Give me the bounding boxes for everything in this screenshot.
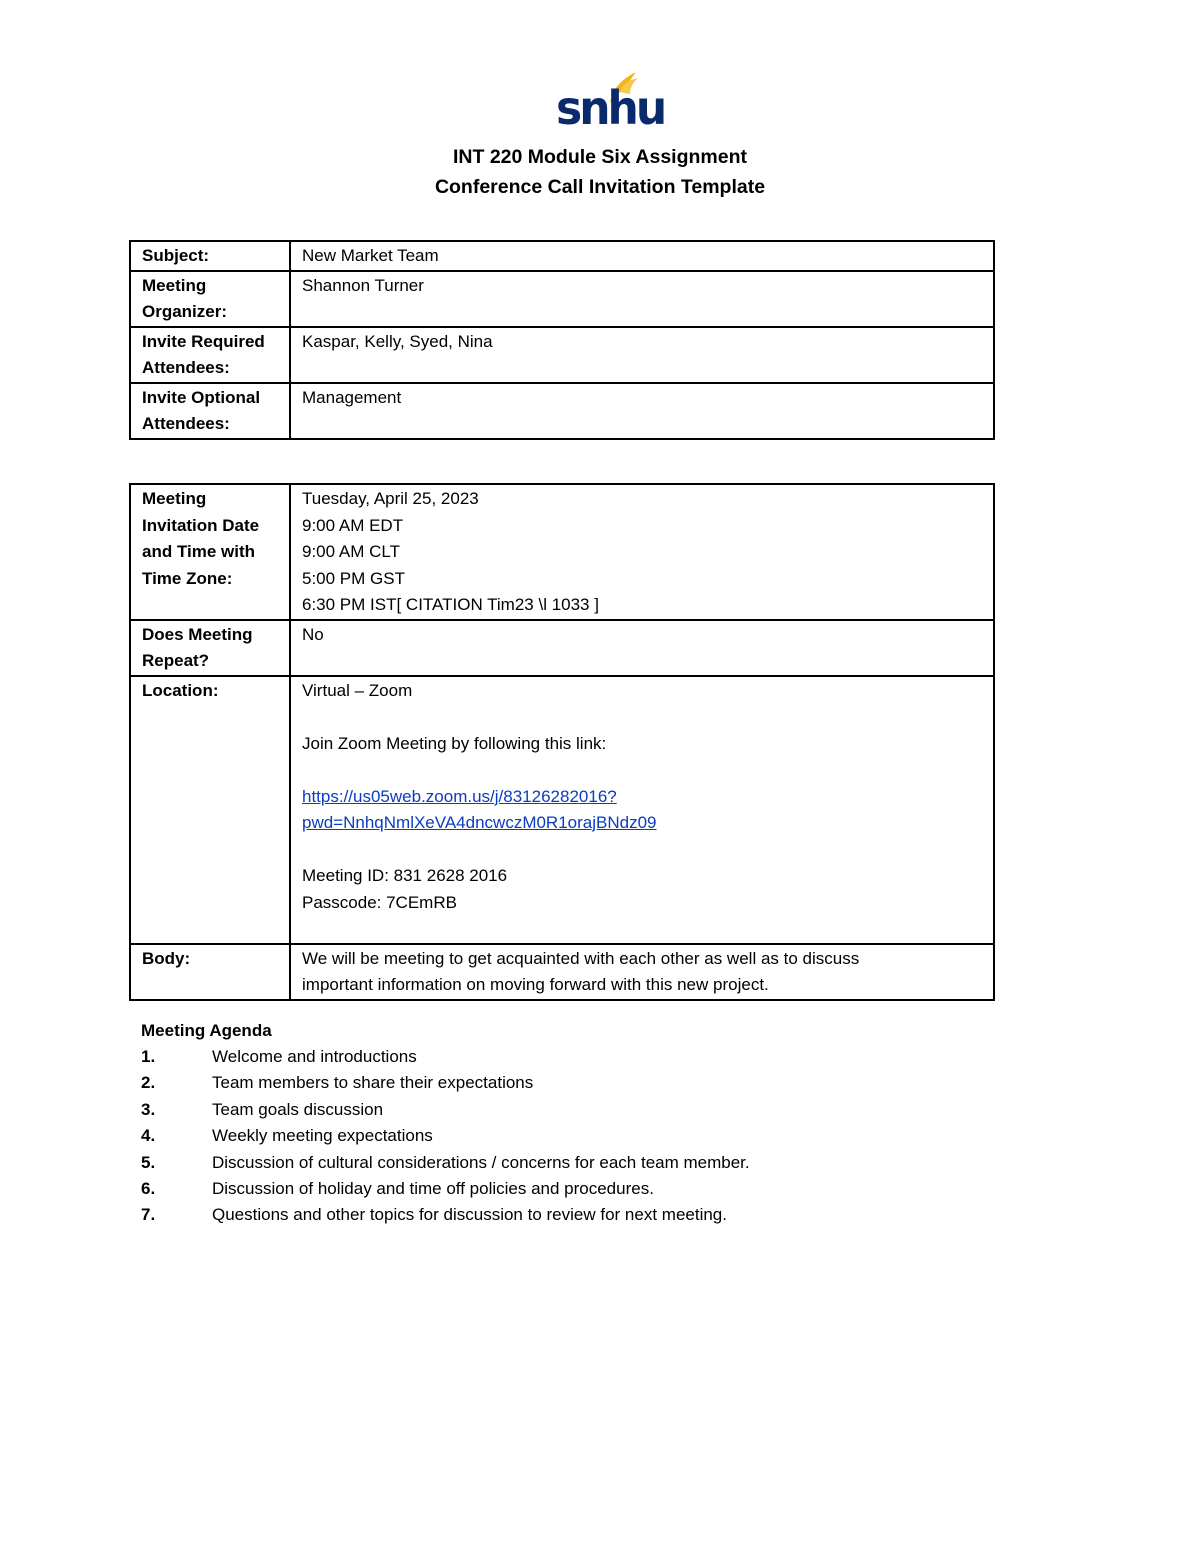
required-attendees-label bbox=[130, 327, 290, 383]
meeting-info-table bbox=[129, 240, 995, 440]
time-zone-entry: 9:00 AM EDT bbox=[302, 515, 404, 535]
required-label-line: Invite Required bbox=[142, 331, 265, 351]
organizer-row bbox=[130, 271, 994, 327]
body-value bbox=[290, 944, 994, 1000]
time-zone-entry: 9:00 AM CLT bbox=[302, 542, 400, 561]
required-attendees-value: Kaspar, Kelly, Syed, Nina bbox=[290, 327, 994, 383]
list-item bbox=[141, 1123, 1001, 1149]
meeting-agenda bbox=[141, 1017, 1001, 1229]
list-item bbox=[141, 1150, 1001, 1176]
list-number: 5. bbox=[141, 1152, 156, 1172]
required-attendees-row bbox=[130, 327, 994, 383]
passcode: Passcode: 7CEmRB bbox=[302, 892, 457, 912]
datetime-label bbox=[130, 484, 290, 620]
location-row bbox=[130, 676, 994, 944]
repeat-value: No bbox=[290, 620, 994, 676]
list-text: Discussion of holiday and time off policies and procedures. bbox=[212, 1179, 654, 1199]
organizer-label bbox=[130, 271, 290, 327]
body-label: Body: bbox=[130, 944, 290, 1000]
location-value bbox=[290, 676, 994, 944]
zoom-link-line[interactable]: https://us05web.zoom.us/j/83126282016? bbox=[302, 786, 617, 806]
organizer-label-line: Meeting bbox=[142, 275, 207, 295]
list-number: 7. bbox=[141, 1205, 156, 1225]
subject-row bbox=[130, 241, 994, 271]
list-number: 1. bbox=[141, 1047, 156, 1066]
datetime-label-line: and Time with bbox=[142, 542, 256, 561]
list-number: 3. bbox=[141, 1099, 156, 1119]
optional-label-line: Invite Optional bbox=[142, 387, 261, 407]
organizer-label-line: Organizer: bbox=[142, 302, 228, 321]
datetime-row bbox=[130, 484, 994, 620]
required-label-line: Attendees: bbox=[142, 358, 230, 377]
subject-label: Subject: bbox=[130, 241, 290, 271]
page-subtitle: Conference Call Invitation Template bbox=[434, 176, 766, 198]
list-item bbox=[141, 1176, 1001, 1202]
list-number: 4. bbox=[141, 1126, 156, 1146]
list-item bbox=[141, 1070, 1001, 1096]
datetime-label-line: Meeting bbox=[142, 489, 207, 508]
repeat-row bbox=[130, 620, 994, 676]
join-instructions: Join Zoom Meeting by following this link: bbox=[302, 733, 607, 753]
list-text: Welcome and introductions bbox=[212, 1047, 417, 1066]
meeting-date: Tuesday, April 25, 2023 bbox=[302, 489, 479, 508]
spacer bbox=[302, 704, 983, 731]
body-text-line: We will be meeting to get acquainted with each other as well as to discuss bbox=[302, 948, 860, 968]
spacer bbox=[302, 837, 983, 864]
list-text: Team members to share their expectations bbox=[212, 1073, 534, 1093]
spacer bbox=[302, 916, 983, 943]
list-text: Questions and other topics for discussion to review for next meeting. bbox=[212, 1205, 727, 1225]
snhu-logo bbox=[552, 70, 665, 136]
list-text: Weekly meeting expectations bbox=[212, 1126, 433, 1146]
time-zone-entry: 5:00 PM GST bbox=[302, 568, 405, 588]
page-title: INT 220 Module Six Assignment bbox=[452, 146, 747, 168]
datetime-label-line: Time Zone: bbox=[142, 568, 233, 588]
optional-attendees-label bbox=[130, 383, 290, 439]
list-item bbox=[141, 1044, 1001, 1070]
optional-attendees-value: Management bbox=[290, 383, 994, 439]
zoom-link-line[interactable]: pwd=NnhqNmlXeVA4dncwczM0R1orajBNdz09 bbox=[302, 813, 657, 832]
list-number: 6. bbox=[141, 1179, 156, 1199]
body-row bbox=[130, 944, 994, 1000]
zoom-link[interactable] bbox=[302, 784, 983, 837]
logo-wordmark: snhu bbox=[556, 81, 665, 136]
location-label: Location: bbox=[130, 676, 290, 944]
list-item bbox=[141, 1202, 1001, 1228]
body-text-line: important information on moving forward with this new project. bbox=[302, 975, 769, 994]
repeat-label-line: Repeat? bbox=[142, 651, 210, 670]
datetime-label-line: Invitation Date bbox=[142, 515, 260, 535]
list-number: 2. bbox=[141, 1073, 156, 1093]
list-item bbox=[141, 1097, 1001, 1123]
location-type: Virtual – Zoom bbox=[302, 680, 413, 700]
subject-value: New Market Team bbox=[290, 241, 994, 271]
agenda-title: Meeting Agenda bbox=[141, 1021, 272, 1040]
list-text: Team goals discussion bbox=[212, 1099, 384, 1119]
time-zone-entry: 6:30 PM IST[ CITATION Tim23 \l 1033 ] bbox=[302, 595, 599, 614]
meeting-id: Meeting ID: 831 2628 2016 bbox=[302, 866, 508, 885]
meeting-details-table bbox=[129, 483, 995, 1001]
repeat-label bbox=[130, 620, 290, 676]
repeat-label-line: Does Meeting bbox=[142, 624, 253, 644]
optional-attendees-row bbox=[130, 383, 994, 439]
organizer-value: Shannon Turner bbox=[290, 271, 994, 327]
optional-label-line: Attendees: bbox=[142, 414, 230, 433]
spacer bbox=[302, 757, 983, 784]
list-text: Discussion of cultural considerations / concerns for each team member. bbox=[212, 1152, 750, 1172]
datetime-value bbox=[290, 484, 994, 620]
